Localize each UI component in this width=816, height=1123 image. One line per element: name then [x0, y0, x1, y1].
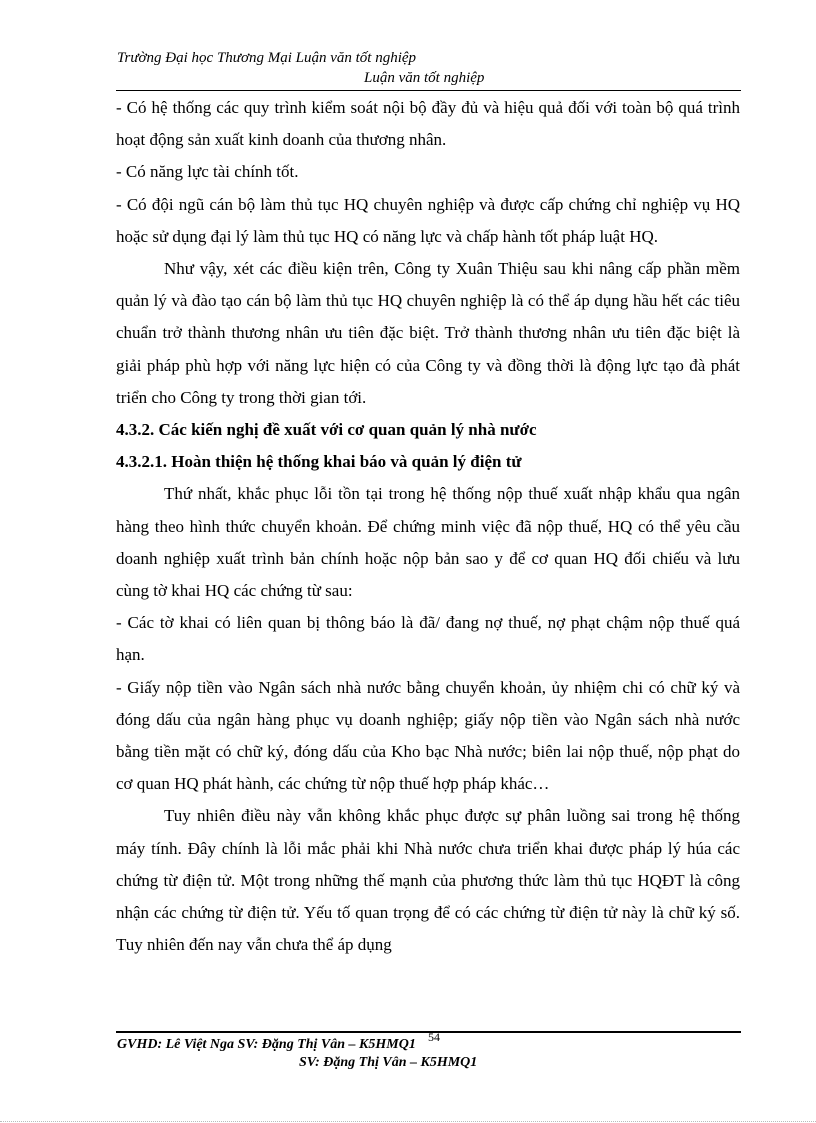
page-header — [117, 48, 737, 88]
header-divider — [116, 90, 741, 91]
paragraph-however: Tuy nhiên điều này vẫn không khắc phục được sự phân luồng sai trong hệ thống máy tính. Đây chính là lỗi mắc phải khi Nhà nước chưa triển khai được pháp lý húa các chứng từ điện tử. Một trong những thế mạnh của phương thức làm thủ tục HQĐT là công nhận các chứng từ điện tử. Yếu tố quan trọng để có các chứng từ điện tử này là chữ ký số. Tuy nhiên đến nay vẫn chưa thể áp dụng — [116, 806, 740, 955]
paragraph-internal-control: - Có hệ thống các quy trình kiểm soát nội bộ đầy đủ và hiệu quả đối với toàn bộ quá trình hoạt động sản xuất kinh doanh của thương nhân. — [116, 98, 740, 150]
page-footer — [117, 1036, 737, 1072]
section-heading: 4.3.2. Các kiến nghị đề xuất với cơ quan quản lý nhà nước — [116, 420, 537, 440]
footer-line-1: GVHD: Lê Việt Nga SV: Đặng Thị Vân – K5HMQ1 — [117, 1037, 416, 1052]
paragraph-customs-staff: - Có đội ngũ cán bộ làm thủ tục HQ chuyên nghiệp và được cấp chứng chỉ nghiệp vụ HQ hoặc sử dụng đại lý làm thủ tục HQ có năng lực và chấp hành tốt pháp luật HQ. — [116, 194, 740, 246]
header-line-2: Luận văn tốt nghiệp — [364, 70, 485, 86]
paragraph-declarations: - Các tờ khai có liên quan bị thông báo là đã/ đang nợ thuế, nợ phạt chậm nộp thuế quá hạn. — [116, 613, 740, 665]
footer-line-2: SV: Đặng Thị Vân – K5HMQ1 — [299, 1055, 478, 1070]
paragraph-payment-documents: - Giấy nộp tiền vào Ngân sách nhà nước bằng chuyển khoản, ủy nhiệm chi có chữ ký và đóng dấu của ngân hàng phục vụ doanh nghiệp; giấy nộp tiền vào Ngân sách nhà nước bằng tiền mặt có chữ ký, đóng dấu của Kho bạc Nhà nước; biên lai nộp thuế, nộp phạt do cơ quan HQ phát hành, các chứng từ nộp thuế hợp pháp khác… — [116, 677, 740, 794]
page-body — [116, 92, 740, 961]
header-line-1: Trường Đại học Thương Mại Luận văn tốt nghiệp — [117, 50, 417, 66]
paragraph-financial-capacity: - Có năng lực tài chính tốt. — [116, 162, 299, 182]
page-number: 54 — [428, 1030, 440, 1044]
paragraph-conclusion: Như vậy, xét các điều kiện trên, Công ty Xuân Thiệu sau khi nâng cấp phần mềm quản lý và đào tạo cán bộ làm thủ tục HQ chuyên nghiệp là có thể áp dụng hầu hết các tiêu chuẩn trở thành thương nhân ưu tiên đặc biệt. Trở thành thương nhân ưu tiên đặc biệt là giải pháp phù hợp với năng lực hiện có của Công ty và đồng thời là động lực tạo đà phát triển cho Công ty trong thời gian tới. — [116, 259, 740, 407]
subsection-heading: 4.3.2.1. Hoàn thiện hệ thống khai báo và quản lý điện tử — [116, 452, 522, 472]
page-bottom-border — [0, 1121, 816, 1122]
paragraph-first-point: Thứ nhất, khắc phục lỗi tồn tại trong hệ thống nộp thuế xuất nhập khẩu qua ngân hàng theo hình thức chuyển khoản. Để chứng minh việc đã nộp thuế, HQ có thể yêu cầu doanh nghiệp xuất trình bản chính hoặc nộp bản sao y để cơ quan HQ đối chiếu và lưu cùng tờ khai HQ các chứng từ sau: — [116, 484, 740, 601]
